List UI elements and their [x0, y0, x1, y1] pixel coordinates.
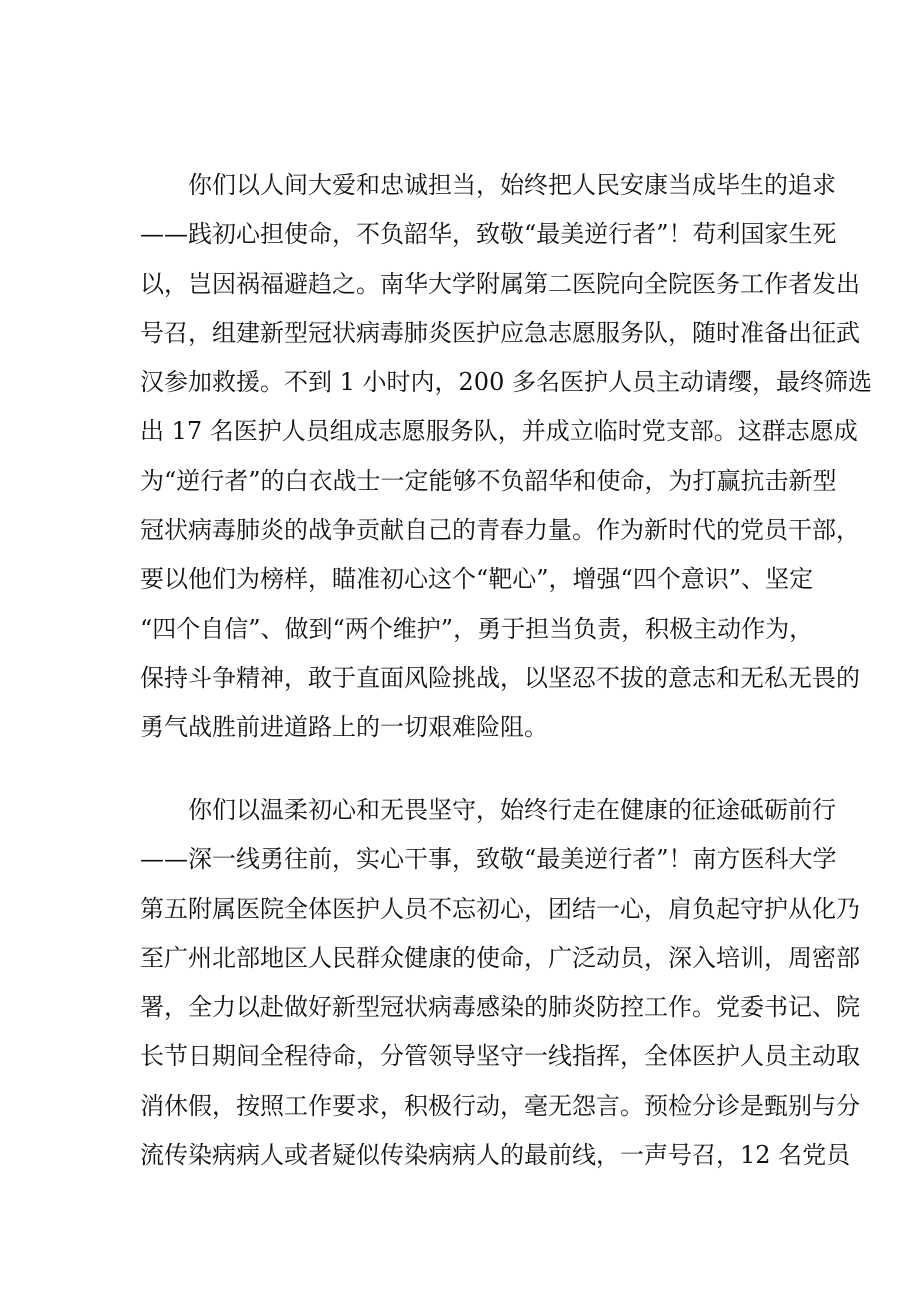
text-line: 号召，组建新型冠状病毒肺炎医护应急志愿服务队，随时准备出征武 [140, 318, 860, 347]
text-line: 第五附属医院全体医护人员不忘初心，团结一心，肩负起守护从化乃 [140, 894, 860, 923]
paragraph-2 [140, 786, 860, 1180]
text-line: 冠状病毒肺炎的战争贡献自己的青春力量。作为新时代的党员干部， [140, 516, 860, 545]
text-line: 署，全力以赴做好新型冠状病毒感染的肺炎防控工作。党委书记、院 [140, 993, 860, 1022]
text-line: 要以他们为榜样，瞄准初心这个“靶心”，增强“四个意识”、坚定 [140, 565, 814, 594]
text-line: 以，岂因祸福避趋之。南华大学附属第二医院向全院医务工作者发出 [140, 269, 860, 298]
text-line: 你们以温柔初心和无畏坚守，始终行走在健康的征途砥砺前行 [140, 796, 836, 824]
text-line: 出 17 名医护人员组成志愿服务队，并成立临时党支部。这群志愿成 [140, 417, 858, 446]
text-line: 至广州北部地区人民群众健康的使命，广泛动员，深入培训，周密部 [140, 943, 860, 972]
text-line: 你们以人间大爱和忠诚担当，始终把人民安康当成毕生的追求 [140, 171, 836, 199]
text-line: 为“逆行者”的白衣战士一定能够不负韶华和使命，为打赢抗击新型 [140, 466, 837, 495]
text-line: 保持斗争精神，敢于直面风险挑战，以坚忍不拔的意志和无私无畏的 [140, 663, 860, 692]
text-line: 勇气战胜前进道路上的一切艰难险阻。 [140, 713, 548, 742]
text-line: ——践初心担使命，不负韶华，致敬“最美逆行者”！苟利国家生死 [140, 220, 837, 249]
text-line: 消休假，按照工作要求，积极行动，毫无怨言。预检分诊是甄别与分 [140, 1091, 860, 1120]
paragraph-1 [140, 161, 872, 753]
text-line: 汉参加救援。不到 1 小时内，200 多名医护人员主动请缨，最终筛选 [140, 368, 872, 397]
text-line: 长节日期间全程待命，分管领导坚守一线指挥，全体医护人员主动取 [140, 1042, 860, 1071]
text-line: 流传染病病人或者疑似传染病病人的最前线，一声号召，12 名党员 [140, 1141, 851, 1170]
text-line: ——深一线勇往前，实心干事，致敬“最美逆行者”！南方医科大学 [140, 845, 837, 874]
text-line: “四个自信”、做到“两个维护”，勇于担当负责，积极主动作为， [140, 614, 814, 643]
